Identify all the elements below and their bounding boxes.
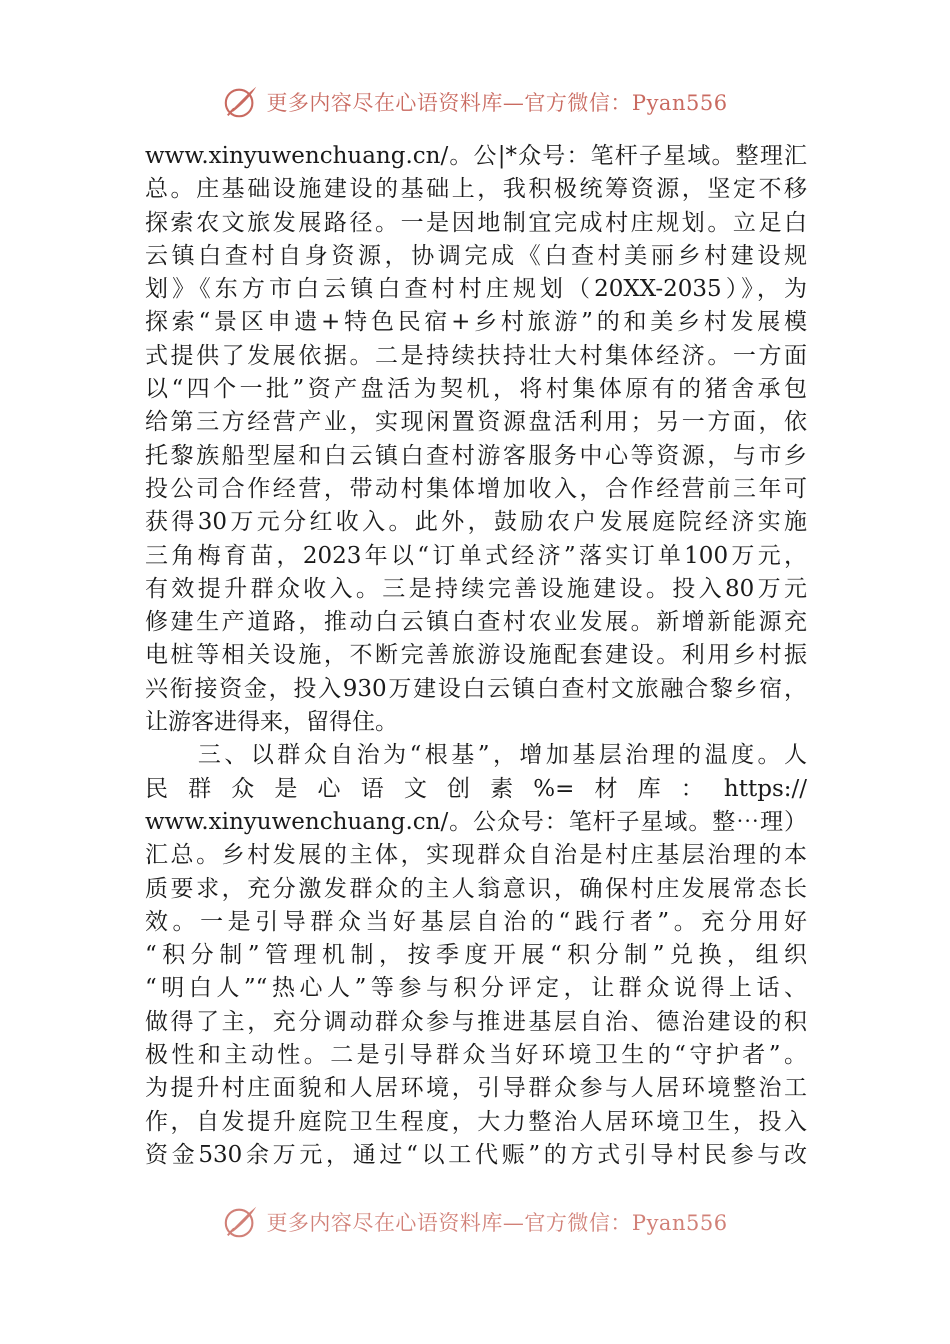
body-line: 探索“景区申遗+特色民宿+乡村旅游”的和美乡村发展模 <box>145 309 807 336</box>
footer-watermark-text: 更多内容尽在心语资料库—官方微信：Pyan556 <box>266 1211 728 1235</box>
body-line: 云镇白查村自身资源，协调完成《白查村美丽乡村建设规 <box>145 242 807 269</box>
footer-watermark-banner <box>0 1202 950 1242</box>
body-line: 效。一是引导群众当好基层自治的“践行者”。充分用好 <box>145 908 807 935</box>
article-body <box>145 140 807 1172</box>
body-line: 探索农文旅发展路径。一是因地制宜完成村庄规划。立足白 <box>145 209 807 236</box>
body-line: 作，自发提升庭院卫生程度，大力整治人居环境卫生，投入 <box>145 1108 807 1135</box>
body-line: 资金530余万元，通过“以工代赈”的方式引导村民参与改 <box>145 1141 807 1168</box>
body-line: 民群众是心语文创素%=材库：https:// <box>145 775 807 802</box>
header-watermark-banner <box>0 82 950 122</box>
body-line: 获得30万元分红收入。此外，鼓励农户发展庭院经济实施 <box>145 509 807 536</box>
body-line: 让游客进得来，留得住。 <box>145 709 398 736</box>
feather-quill-logo-icon <box>222 83 260 121</box>
body-line: 电桩等相关设施，不断完善旅游设施配套建设。利用乡村振 <box>145 642 807 669</box>
body-line: www.xinyuwenchuang.cn/。公众号：笔杆子星域。整⋯理） <box>145 808 807 835</box>
body-line: 给第三方经营产业，实现闲置资源盘活利用；另一方面，依 <box>145 409 807 436</box>
body-line: 总。庄基础设施建设的基础上，我积极统筹资源，坚定不移 <box>145 176 807 203</box>
body-line: 三、以群众自治为“根基”，增加基层治理的温度。人 <box>145 742 807 769</box>
body-line: 汇总。乡村发展的主体，实现群众自治是村庄基层治理的本 <box>145 842 807 869</box>
body-line: www.xinyuwenchuang.cn/。公|*众号：笔杆子星域。整理汇 <box>145 143 807 169</box>
body-line: 兴衔接资金，投入930万建设白云镇白查村文旅融合黎乡宿， <box>145 675 807 702</box>
body-line: 做得了主，充分调动群众参与推进基层自治、德治建设的积 <box>145 1008 807 1035</box>
body-line: “积分制”管理机制，按季度开展“积分制”兑换，组织 <box>145 942 807 969</box>
body-line: 质要求，充分激发群众的主人翁意识，确保村庄发展常态长 <box>145 875 807 902</box>
body-line: 修建生产道路，推动白云镇白查村农业发展。新增新能源充 <box>145 609 807 636</box>
body-line: 为提升村庄面貌和人居环境，引导群众参与人居环境整治工 <box>145 1075 807 1102</box>
body-line: 投公司合作经营，带动村集体增加收入，合作经营前三年可 <box>145 475 807 502</box>
header-watermark-text: 更多内容尽在心语资料库—官方微信：Pyan556 <box>266 91 728 115</box>
feather-quill-logo-icon <box>222 1203 260 1241</box>
body-line: 以“四个一批”资产盘活为契机，将村集体原有的猪舍承包 <box>145 376 807 403</box>
body-line: 极性和主动性。二是引导群众当好环境卫生的“守护者”。 <box>145 1042 807 1069</box>
body-line: 有效提升群众收入。三是持续完善设施建设。投入80万元 <box>145 575 807 602</box>
body-line: 划》《东方市白云镇白查村村庄规划（20XX-2035）》，为 <box>145 276 807 303</box>
body-line: “明白人”“热心人”等参与积分评定，让群众说得上话、 <box>145 975 807 1002</box>
body-line: 托黎族船型屋和白云镇白查村游客服务中心等资源，与市乡 <box>145 442 807 469</box>
body-line: 式提供了发展依据。二是持续扶持壮大村集体经济。一方面 <box>145 342 807 369</box>
body-line: 三角梅育苗，2023年以“订单式经济”落实订单100万元， <box>145 542 807 569</box>
